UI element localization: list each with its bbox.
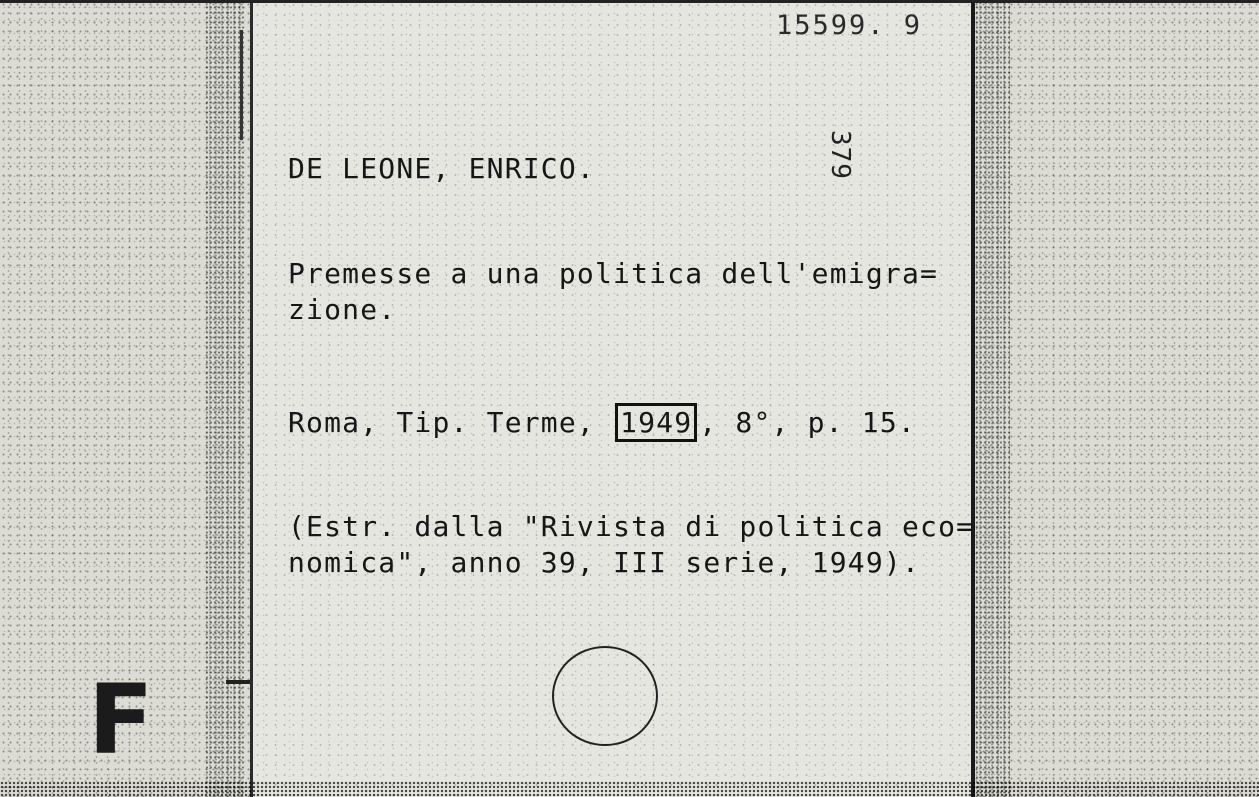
imprint-place-publisher: Roma, Tip. Terme, <box>288 406 614 439</box>
note-line-1: (Estr. dalla "Rivista di politica eco= <box>288 510 975 543</box>
bottom-edge-band <box>0 781 1259 797</box>
left-rule <box>240 30 243 140</box>
stamp-circle <box>552 646 658 746</box>
note-line-2: nomica", anno 39, III serie, 1949). <box>288 546 921 579</box>
title-line-2: zione. <box>288 293 397 326</box>
imprint-year: 1949 <box>615 403 697 442</box>
right-card-edge <box>975 0 1010 797</box>
margin-letter: F <box>88 664 154 776</box>
left-card-edge <box>205 0 245 797</box>
call-number: 15599. 9 <box>776 10 923 41</box>
shelf-mark: 379 <box>825 130 855 180</box>
imprint-line <box>288 403 916 442</box>
top-edge-line <box>0 0 1259 7</box>
title-line-1: Premesse a una politica dell'emigra= <box>288 257 939 290</box>
author-heading: DE LEONE, ENRICO. <box>288 152 595 185</box>
imprint-format-pages: , 8°, p. 15. <box>699 406 916 439</box>
tab-mark <box>226 680 250 684</box>
